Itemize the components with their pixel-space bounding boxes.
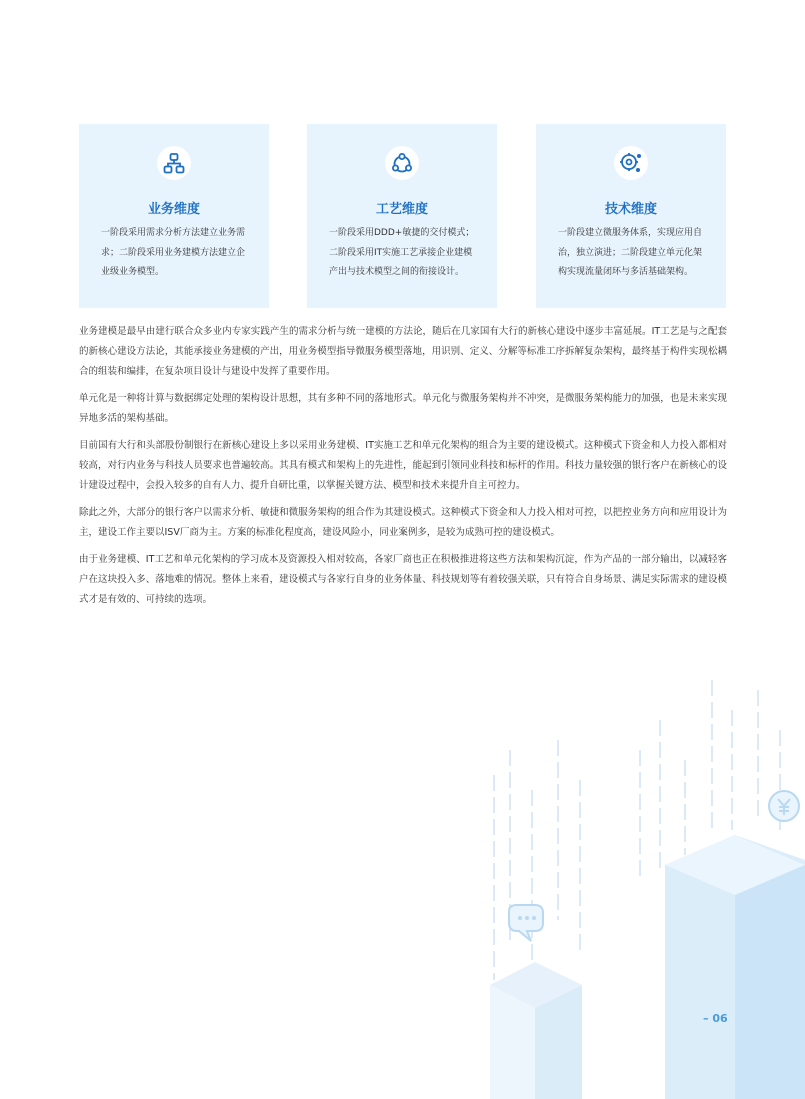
tech-gear-icon xyxy=(614,146,648,180)
paragraph: 单元化是一种将计算与数据绑定处理的架构设计思想，其有多种不同的落地形式。单元化与微服务架构并不冲突，是微服务架构能力的加强，也是未来实现异地多活的架构基础。 xyxy=(79,393,727,424)
hierarchy-icon xyxy=(157,146,191,180)
process-cycle-icon xyxy=(385,146,419,180)
card-process xyxy=(307,124,497,308)
paragraph: 目前国有大行和头部股份制银行在新核心建设上多以采用业务建模、IT实施工艺和单元化架构的组合为主要的建设模式。这种模式下资金和人力投入都相对较高，对行内业务与科技人员要求也普遍较高。其具有模式和架构上的先进性，能起到引领同业科技和标杆的作用。科技力量较强的银行客户在新核心的设计建设过程中，会投入较多的自有人力、提升自研比重，以掌握关键方法、模型和技术来提升自主可控力。 xyxy=(79,440,727,491)
card-title: 技术维度 xyxy=(604,202,657,217)
body-text xyxy=(79,322,727,617)
card-technology xyxy=(536,124,726,308)
card-description: 一阶段采用DDD+敏捷的交付模式；二阶段采用IT实施工艺承接企业建模产出与技术模型之间的衔接设计。 xyxy=(329,228,475,277)
card-description: 一阶段采用需求分析方法建立业务需求；二阶段采用业务建模方法建立企业级业务模型。 xyxy=(101,228,246,277)
paragraph: 由于业务建模、IT工艺和单元化架构的学习成本及资源投入相对较高，各家厂商也正在积极推进将这些方法和架构沉淀，作为产品的一部分输出，以减轻客户在这块投入多、落地难的情况。整体上来看，建设模式与各家行自身的业务体量、科技规划等有着较强关联，只有符合自身场景、满足实际需求的建设模式才是有效的、可持续的选项。 xyxy=(79,554,727,605)
card-title: 工艺维度 xyxy=(375,202,428,217)
chat-bubble-icon xyxy=(509,905,543,941)
paragraph: 除此之外，大部分的银行客户以需求分析、敏捷和微服务架构的组合作为其建设模式。这种模式下资金和人力投入相对可控，以把控业务方向和应用设计为主，建设工作主要以ISV厂商为主。方案的标准化程度高，建设风险小，同业案例多，是较为成熟可控的建设模式。 xyxy=(79,507,727,538)
card-business xyxy=(79,124,269,308)
page-number xyxy=(703,1012,728,1025)
paragraph: 业务建模是最早由建行联合众多业内专家实践产生的需求分析与统一建模的方法论，随后在几家国有大行的新核心建设中逐步丰富延展。IT工艺是与之配套的新核心建设方法论，其能承接业务建模的产出，用业务模型指导微服务模型落地，用识别、定义、分解等标准工序拆解复杂架构，最终基于构件实现松耦合的组装和编排，在复杂项目设计与建设中发挥了重要作用。 xyxy=(79,326,727,377)
card-description: 一阶段建立微服务体系，实现应用自治，独立演进；二阶段建立单元化架构实现流量闭环与多活基础架构。 xyxy=(558,228,703,277)
currency-icon xyxy=(769,791,799,821)
page-number-dash: – xyxy=(703,1012,713,1025)
decorative-illustration xyxy=(470,680,805,1099)
page-number-value: 06 xyxy=(712,1012,728,1025)
card-title: 业务维度 xyxy=(147,202,200,217)
